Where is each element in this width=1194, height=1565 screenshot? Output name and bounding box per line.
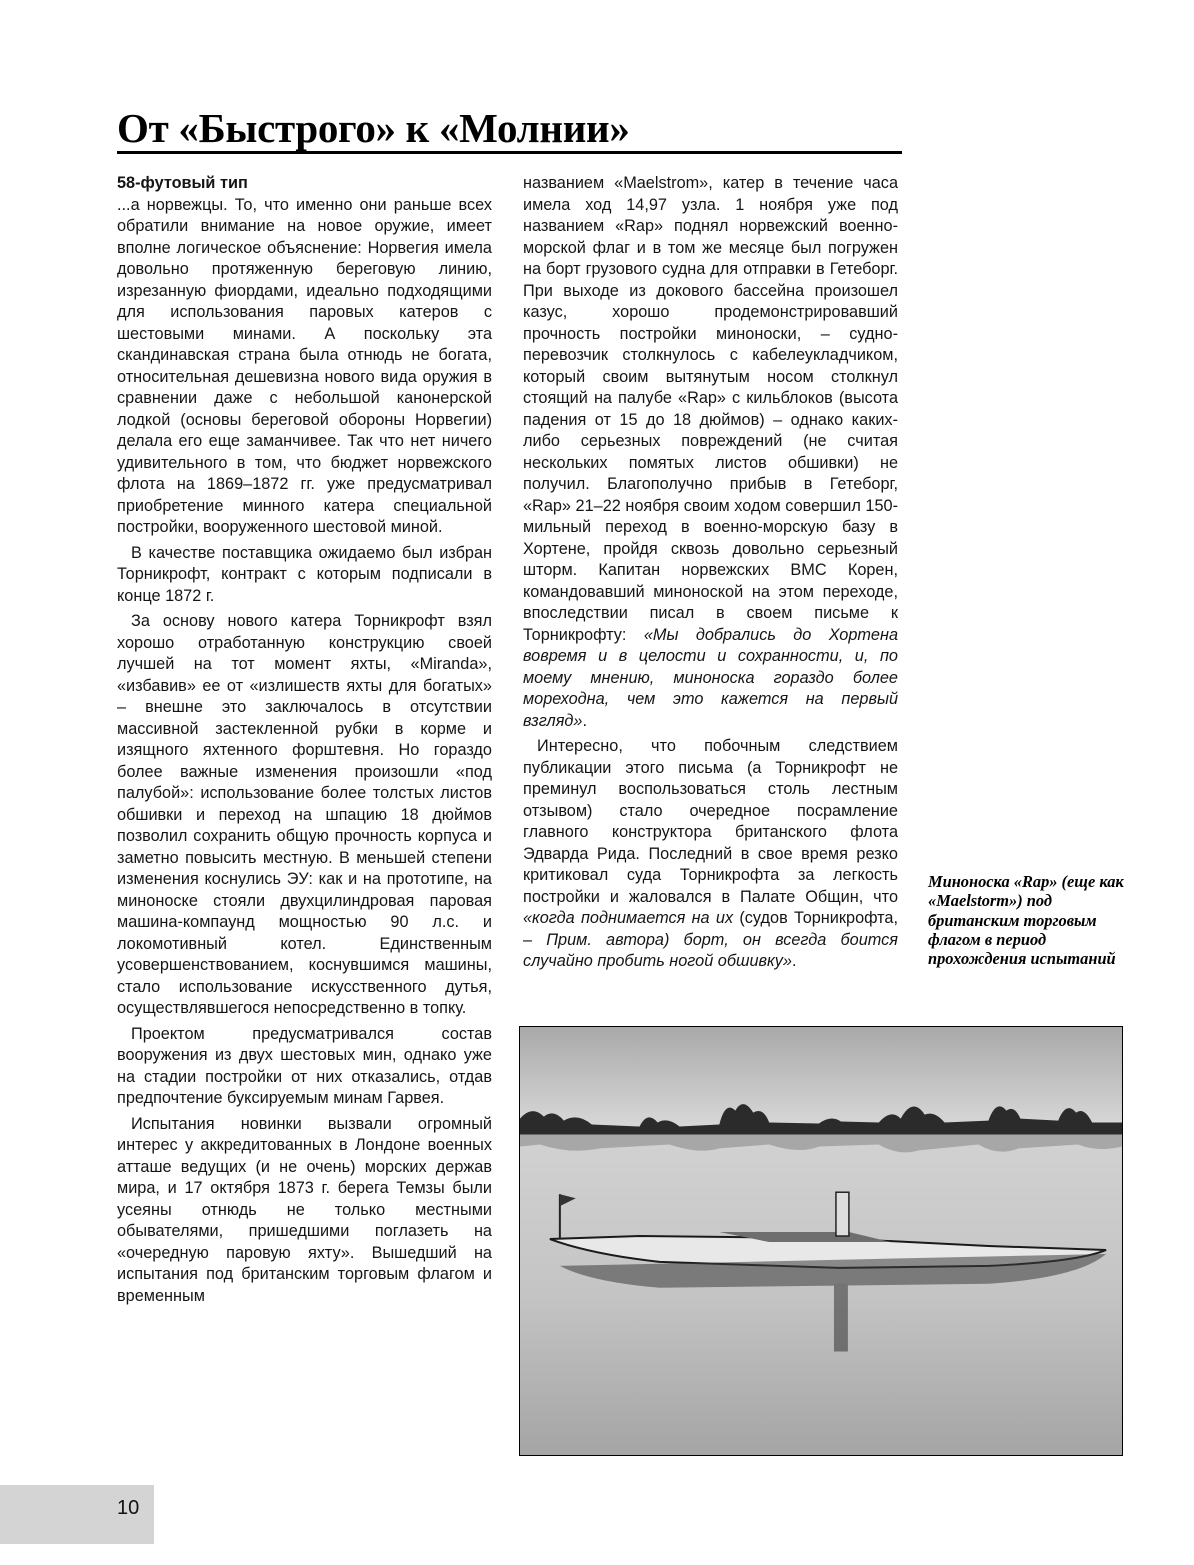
- section-subheading: 58-футовый тип: [117, 174, 248, 192]
- title-rule: [117, 151, 902, 154]
- left-column: [117, 173, 492, 1307]
- paragraph: В качестве поставщика ожидаемо был избран Торникрофт, контракт с которым подписали в конце 1872 г.: [117, 543, 492, 605]
- quote: Прим. автора) борт, он всегда боится случайно пробить ногой обшивку»: [523, 930, 898, 970]
- page-number: 10: [117, 1497, 140, 1519]
- paragraph: За основу нового катера Торникрофт взял хорошо отработанную конструкцию своей лучшей на тот момент яхты, «Miranda», «избавив» ее от «излишеств яхты для богатых» – внешне это заключалось в отсутствии массивной застекленной рубки в корме и изящного яхтенного форштевня. Но гораздо более важные изменения произошли «под палубой»: использование более толстых листов обшивки и переход на шпацию 18 дюймов позволил сохранить общую прочность корпуса и заметно повысить местную. В меньшей степени изменения коснулись ЭУ: как и на прототипе, на миноноске стояли двухцилиндровая паровая машина-компаунд мощностью 90 л.с. и локомотивный котел. Единственным усовершенствованием, коснувшимся машины, стало использование искусственного дутья, осуществлявшегося непосредственно в топку.: [117, 612, 492, 1017]
- quote: «Мы добрались до Хортена вовремя и в целости и сохранности, и, по моему мнению, миноноска гораздо более мореходна, чем это кажется на первый взгляд»: [523, 625, 899, 730]
- paragraph: [523, 173, 898, 732]
- paragraph-text: .: [582, 711, 588, 730]
- quote: «когда поднимается на их: [523, 909, 734, 927]
- paragraph-text: названием «Maelstrom», катер в течение часа имела ход 14,97 узла. 1 ноября уже под названием «Rap» поднял норвежский военно-морской флаг и в том же месяце был погружен на борт грузового судна для отправки в Гетеборг. При выходе из докового бассейна произошел казус, хорошо продемонстрировавший прочность постройки миноноски, – судно-перевозчик столкнулось с кабелеукладчиком, который своим вытянутым носом столкнул стоящий на палубе «Rap» с кильблоков (высота падения от 15 до 18 дюймов) – однако каких-либо серьезных повреждений (не считая нескольких помятых листов обшивки) не получил. Благополучно прибыв в Гетеборг, «Rap» 21–22 ноября своим ходом совершил 150-мильный переход в военно-морскую базу в Хортене, пройдя сквозь довольно серьезный шторм. Капитан норвежских ВМС Корен, командовавший миноноской на этом переходе, впоследствии писал в своем письме к Торникрофту:: [523, 174, 898, 644]
- photo-image: [520, 1027, 1122, 1455]
- boat-funnel: [836, 1192, 849, 1236]
- paragraph: ...а норвежцы. То, что именно они раньше всех обратили внимание на новое оружие, имеет вполне логическое объяснение: Норвегия имела довольно протяженную береговую линию, изрезанную фиордами, идеально подходящими для использования паровых катеров с шестовыми минами. А поскольку эта скандинавская страна была отнюдь не богата, относительная дешевизна нового вида оружия в сравнении даже с небольшой канонерской лодкой (основы береговой обороны Норвегии) делала его еще заманчивее. Так что нет ничего удивительного в том, что бюджет норвежского флота на 1869–1872 гг. уже предусматривал приобретение минного катера специальной постройки, вооруженного шестовой миной.: [117, 195, 492, 536]
- paragraph: Испытания новинки вызвали огромный интерес у аккредитованных в Лондоне военных атташе ведущих (и не очень) морских держав мира, и 17 октября 1873 г. берега Темзы были усеяны отнюдь не только местными обывателями, пришедшими поглазеть на «очередную паровую яхту». Вышедший на испытания под британским торговым флагом и временным: [117, 1114, 492, 1305]
- page-title: От «Быстрого» к «Молнии»: [117, 105, 630, 151]
- photo-caption: Миноноска «Rap» (еще как «Maelstorm») под британским торговым флагом в период прохождения испытаний: [928, 872, 1124, 969]
- paragraph-text: Интересно, что побочным следствием публикации этого письма (а Торникрофт не преминул воспользоваться столь лестным отзывом) стало очередное посрамление главного конструктора британского флота Эдварда Рида. Последний в свое время резко критиковал суда Торникрофта за легкость постройки и жаловался в Палате Общин, что: [523, 737, 898, 906]
- paragraph: Проектом предусматривался состав вооружения из двух шестовых мин, однако уже на стадии постройки от них отказались, отдав предпочтение буксируемым минам Гарвея.: [117, 1024, 492, 1107]
- paragraph-text: (судов Торникрофта, –: [523, 909, 899, 949]
- paragraph-text: .: [791, 952, 797, 970]
- paragraph: [523, 736, 898, 973]
- torpedo-boat-photo: [519, 1026, 1123, 1456]
- right-column: [523, 173, 898, 973]
- water: [520, 1134, 1122, 1455]
